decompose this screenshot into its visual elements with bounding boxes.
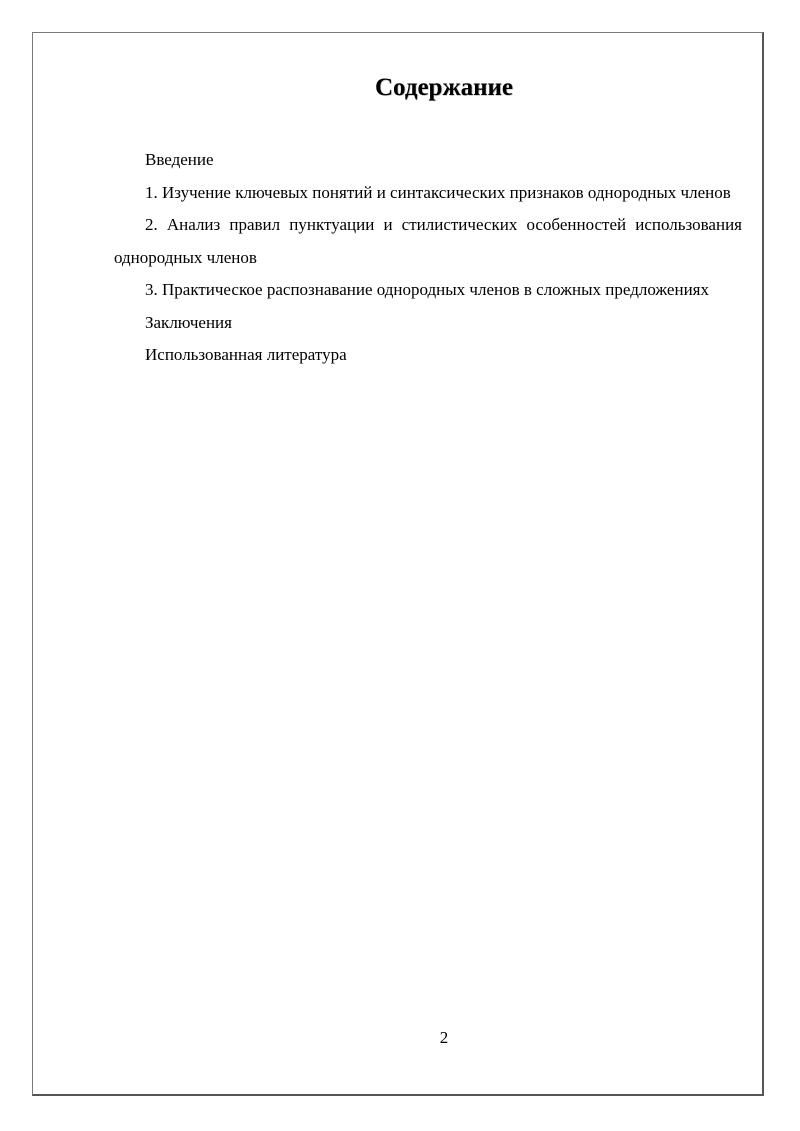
toc-entry-chapter-2: 2. Анализ правил пунктуации и стилистических особенностей использования однородных членов <box>114 215 742 267</box>
toc-entry-conclusion: Заключения <box>145 312 232 332</box>
page-title: Содержание <box>374 74 513 101</box>
toc-entry-references: Использованная литература <box>145 345 347 364</box>
toc-entry-chapter-1: 1. Изучение ключевых понятий и синтаксических признаков однородных членов <box>145 182 731 202</box>
toc-entry-introduction: Введение <box>145 150 214 169</box>
page-number: 2 <box>439 1028 449 1047</box>
toc-entry-chapter-3: 3. Практическое распознавание однородных членов в сложных предложениях <box>145 280 709 299</box>
table-of-contents <box>114 144 742 372</box>
